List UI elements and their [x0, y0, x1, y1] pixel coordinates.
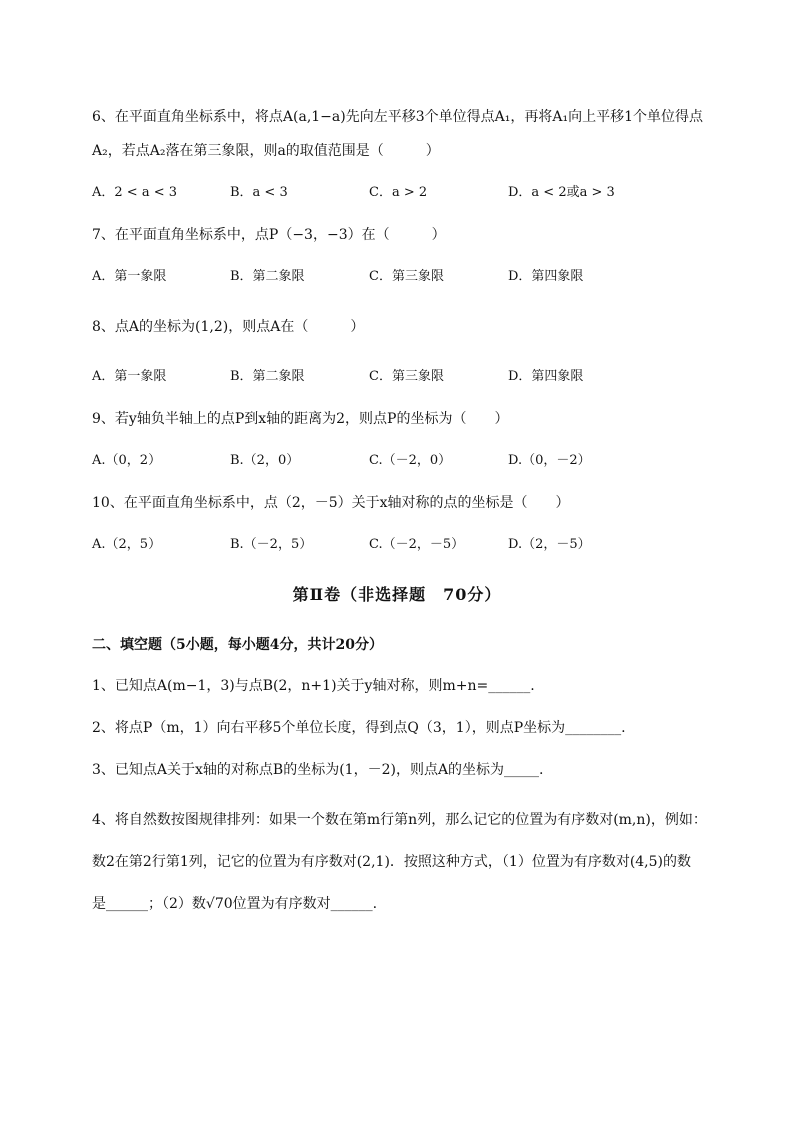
- q7-option-b: B．第二象限: [230, 269, 305, 284]
- fill-q3: 3、已知点A关于x轴的对称点B的坐标为(1，－2)，则点A的坐标为_____.: [92, 762, 544, 778]
- q8-stem: 8、点A的坐标为(1,2)，则点A在（ ）: [92, 319, 365, 335]
- q10-option-c: C.（－2，－5）: [369, 537, 465, 552]
- q9-option-a: A.（0，2）: [92, 453, 162, 468]
- q6-option-d: D．a < 2或a > 3: [508, 185, 615, 200]
- q6-stem-line2: A₂，若点A₂落在第三象限，则a的取值范围是（ ）: [92, 143, 440, 159]
- q6-option-b: B．a < 3: [230, 185, 288, 200]
- fill-q4-line2: 数2在第2行第1列，记它的位置为有序数对(2,1)．按照这种方式，（1）位置为有序数对(4,5)的数: [92, 854, 692, 870]
- q9-option-b: B.（2，0）: [230, 453, 300, 468]
- q10-option-b: B.（－2，5）: [230, 537, 313, 552]
- q8-option-a: A．第一象限: [92, 369, 167, 384]
- q10-stem: 10、在平面直角坐标系中，点（2，－5）关于x轴对称的点的坐标是（ ）: [92, 495, 570, 511]
- q7-stem: 7、在平面直角坐标系中，点P（−3，−3）在（ ）: [92, 227, 446, 243]
- fill-q2: 2、将点P（m，1）向右平移5个单位长度，得到点Q（3，1），则点P坐标为________.: [92, 720, 626, 736]
- q9-stem: 9、若y轴负半轴上的点P到x轴的距离为2，则点P的坐标为（ ）: [92, 411, 509, 427]
- q9-option-c: C.（－2，0）: [369, 453, 452, 468]
- q10-option-d: D.（2，－5）: [508, 537, 591, 552]
- fill-q1: 1、已知点A(m−1，3)与点B(2，n+1)关于y轴对称，则m+n=______.: [92, 678, 535, 694]
- q8-option-c: C．第三象限: [369, 369, 444, 384]
- q7-option-c: C．第三象限: [369, 269, 444, 284]
- q7-option-d: D．第四象限: [508, 269, 584, 284]
- q7-option-a: A．第一象限: [92, 269, 167, 284]
- q8-option-b: B．第二象限: [230, 369, 305, 384]
- q6-option-c: C．a > 2: [369, 185, 428, 200]
- q9-option-d: D.（0，－2）: [508, 453, 591, 468]
- fill-q4-line1: 4、将自然数按图规律排列：如果一个数在第m行第n列，那么记它的位置为有序数对(m,n)，例如：: [92, 812, 707, 828]
- q8-option-d: D．第四象限: [508, 369, 584, 384]
- q10-option-a: A.（2，5）: [92, 537, 162, 552]
- fill-q4-line3: 是______；（2）数√70位置为有序数对______.: [92, 896, 378, 912]
- q6-stem-line1: 6、在平面直角坐标系中，将点A(a,1−a)先向左平移3个单位得点A₁，再将A₁向上平移1个单位得点: [92, 109, 703, 125]
- part2-title: 第Ⅱ卷（非选择题 70分）: [292, 585, 502, 604]
- q6-option-a: A．2 < a < 3: [92, 185, 177, 200]
- fill-in-heading: 二、填空题（5小题，每小题4分，共计20分）: [92, 637, 383, 653]
